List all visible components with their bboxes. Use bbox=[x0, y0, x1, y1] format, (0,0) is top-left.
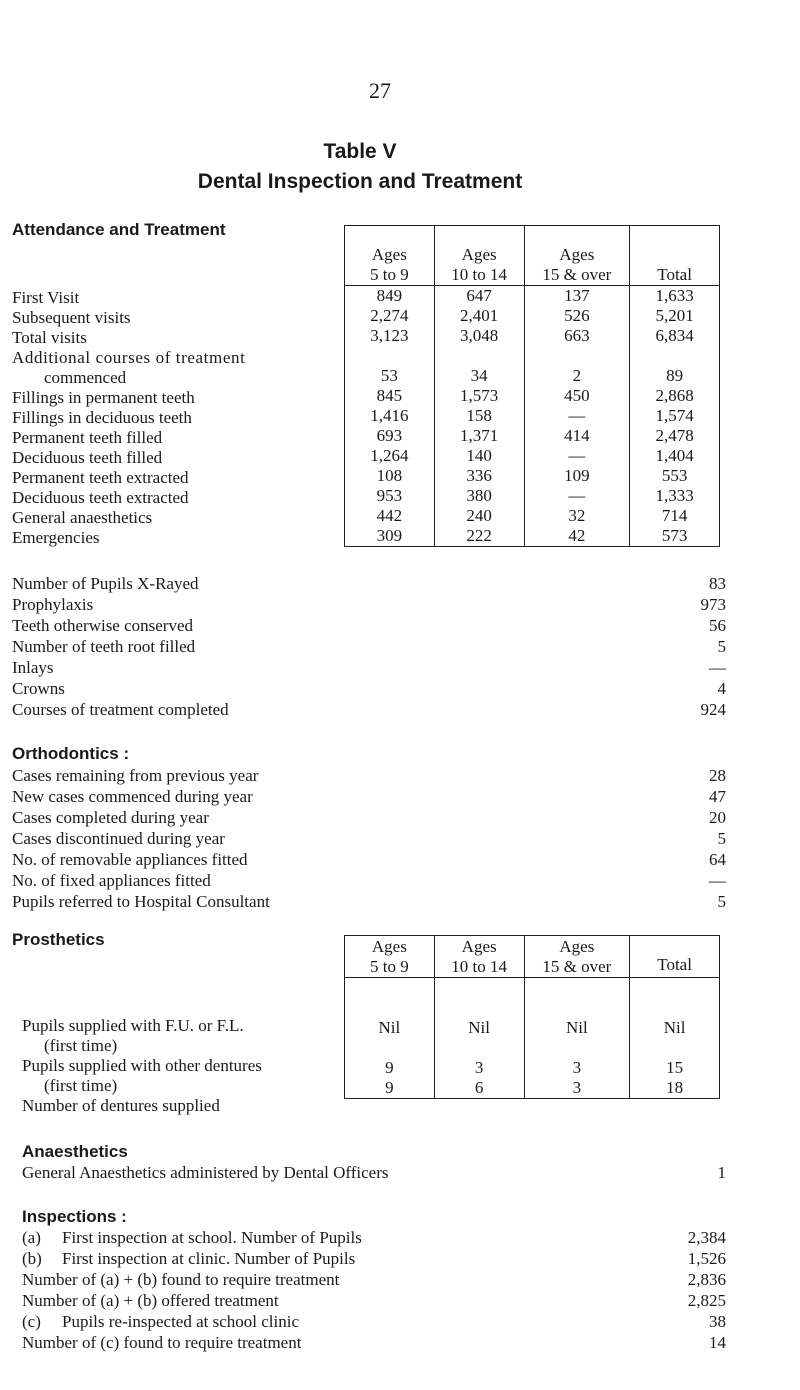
table-cell: 1,573 bbox=[434, 386, 524, 406]
list-item: No. of fixed appliances fitted — bbox=[12, 871, 726, 890]
prosthetics-heading: Prosthetics bbox=[12, 930, 105, 949]
prosthetics-table bbox=[344, 935, 720, 1099]
table-cell: Nil bbox=[345, 978, 435, 1038]
table-cell: 1,574 bbox=[630, 406, 720, 426]
row-label: Fillings in permanent teeth bbox=[12, 388, 195, 407]
table-subtitle: Dental Inspection and Treatment bbox=[197, 170, 523, 193]
table-cell: 953 bbox=[345, 486, 435, 506]
column-header: Ages 5 to 9 bbox=[345, 936, 435, 978]
table-cell: 1,416 bbox=[345, 406, 435, 426]
table-cell: 693 bbox=[345, 426, 435, 446]
table-cell: 663 bbox=[524, 326, 630, 346]
column-header: Ages 15 & over bbox=[524, 226, 630, 286]
table-cell: 3 bbox=[524, 1078, 630, 1099]
row-label-continued: (first time) bbox=[44, 1036, 118, 1055]
list-item: No. of removable appliances fitted 64 bbox=[12, 850, 726, 869]
table-cell: 9 bbox=[345, 1078, 435, 1099]
table-cell: 3 bbox=[524, 1038, 630, 1078]
column-header: Ages 10 to 14 bbox=[434, 226, 524, 286]
list-item: (a) First inspection at school. Number of Pupils 2,384 bbox=[22, 1228, 726, 1247]
table-cell: 5,201 bbox=[630, 306, 720, 326]
list-item: Number of teeth root filled 5 bbox=[12, 637, 726, 656]
table-cell: 108 bbox=[345, 466, 435, 486]
list-item: (b) First inspection at clinic. Number of Pupils 1,526 bbox=[22, 1249, 726, 1268]
table-cell: 845 bbox=[345, 386, 435, 406]
table-cell: Nil bbox=[434, 978, 524, 1038]
table-cell: Nil bbox=[524, 978, 630, 1038]
list-item: Inlays — bbox=[12, 658, 726, 677]
row-label: First Visit bbox=[12, 288, 80, 307]
table-cell: 526 bbox=[524, 306, 630, 326]
table-title: Table V bbox=[323, 140, 397, 163]
page-number: 27 bbox=[369, 78, 391, 103]
row-label-continued: (first time) bbox=[44, 1076, 118, 1095]
table-cell: 380 bbox=[434, 486, 524, 506]
table-cell: 9 bbox=[345, 1038, 435, 1078]
list-item: General Anaesthetics administered by Dental Officers 1 bbox=[22, 1163, 726, 1182]
table-cell: 18 bbox=[630, 1078, 720, 1099]
row-label: Emergencies bbox=[12, 528, 100, 547]
table-cell: 222 bbox=[434, 526, 524, 547]
list-item: Pupils referred to Hospital Consultant 5 bbox=[12, 892, 726, 911]
list-item: Number of (c) found to require treatment 14 bbox=[22, 1333, 726, 1352]
table-cell: 109 bbox=[524, 466, 630, 486]
table-cell: 714 bbox=[630, 506, 720, 526]
table-cell: 1,333 bbox=[630, 486, 720, 506]
row-label: Permanent teeth filled bbox=[12, 428, 163, 447]
row-label: Pupils supplied with other dentures bbox=[22, 1056, 262, 1075]
table-cell: 3 bbox=[434, 1038, 524, 1078]
column-header: Ages 10 to 14 bbox=[434, 936, 524, 978]
table-cell: — bbox=[524, 406, 630, 426]
inspections-heading: Inspections : bbox=[22, 1207, 127, 1226]
table-cell: 414 bbox=[524, 426, 630, 446]
table-cell: 553 bbox=[630, 466, 720, 486]
list-item: (c) Pupils re-inspected at school clinic 38 bbox=[22, 1312, 726, 1331]
list-item: Teeth otherwise conserved 56 bbox=[12, 616, 726, 635]
table-cell: 6 bbox=[434, 1078, 524, 1099]
table-cell: 1,371 bbox=[434, 426, 524, 446]
row-label: Permanent teeth extracted bbox=[12, 468, 189, 487]
column-header: Total bbox=[630, 226, 720, 286]
table-cell: 442 bbox=[345, 506, 435, 526]
list-item: Crowns 4 bbox=[12, 679, 726, 698]
list-item: Cases remaining from previous year 28 bbox=[12, 766, 726, 785]
table-cell: 336 bbox=[434, 466, 524, 486]
list-item: Cases completed during year 20 bbox=[12, 808, 726, 827]
table-cell: 450 bbox=[524, 386, 630, 406]
table-cell: 6,834 bbox=[630, 326, 720, 346]
list-item: New cases commenced during year 47 bbox=[12, 787, 726, 806]
table-cell: 1,633 bbox=[630, 286, 720, 307]
table-cell: — bbox=[524, 446, 630, 466]
row-label: Fillings in deciduous teeth bbox=[12, 408, 192, 427]
table-cell: 2,274 bbox=[345, 306, 435, 326]
table-cell: 2,401 bbox=[434, 306, 524, 326]
row-label: Additional courses of treatment bbox=[12, 348, 246, 367]
list-item: Number of (a) + (b) found to require treatment 2,836 bbox=[22, 1270, 726, 1289]
list-item: Courses of treatment completed 924 bbox=[12, 700, 726, 719]
list-item: Prophylaxis 973 bbox=[12, 595, 726, 614]
column-header: Ages 15 & over bbox=[524, 936, 630, 978]
table-cell: 89 bbox=[630, 346, 720, 386]
table-cell: 1,264 bbox=[345, 446, 435, 466]
table-cell: — bbox=[524, 486, 630, 506]
row-label-continued: commenced bbox=[44, 368, 127, 387]
table-cell: 32 bbox=[524, 506, 630, 526]
table-cell: 573 bbox=[630, 526, 720, 547]
table-cell: 849 bbox=[345, 286, 435, 307]
list-item: Number of Pupils X-Rayed 83 bbox=[12, 574, 726, 593]
column-header: Ages 5 to 9 bbox=[345, 226, 435, 286]
table-cell: 158 bbox=[434, 406, 524, 426]
row-label: Deciduous teeth extracted bbox=[12, 488, 189, 507]
column-header: Total bbox=[630, 936, 720, 978]
list-item: Number of (a) + (b) offered treatment 2,825 bbox=[22, 1291, 726, 1310]
table-cell: 309 bbox=[345, 526, 435, 547]
anaesthetics-heading: Anaesthetics bbox=[22, 1142, 128, 1161]
row-label: Subsequent visits bbox=[12, 308, 131, 327]
attendance-heading: Attendance and Treatment bbox=[12, 220, 226, 239]
table-cell: 2 bbox=[524, 346, 630, 386]
table-cell: 3,048 bbox=[434, 326, 524, 346]
table-cell: 2,868 bbox=[630, 386, 720, 406]
row-label: General anaesthetics bbox=[12, 508, 153, 527]
table-cell: 2,478 bbox=[630, 426, 720, 446]
table-cell: 42 bbox=[524, 526, 630, 547]
table-cell: 3,123 bbox=[345, 326, 435, 346]
list-item: Cases discontinued during year 5 bbox=[12, 829, 726, 848]
table-cell: Nil bbox=[630, 978, 720, 1038]
row-label: Pupils supplied with F.U. or F.L. bbox=[22, 1016, 244, 1035]
row-label: Deciduous teeth filled bbox=[12, 448, 163, 467]
table-cell: 34 bbox=[434, 346, 524, 386]
table-cell: 53 bbox=[345, 346, 435, 386]
table-cell: 1,404 bbox=[630, 446, 720, 466]
table-cell: 240 bbox=[434, 506, 524, 526]
attendance-table bbox=[344, 225, 720, 547]
row-label: Total visits bbox=[12, 328, 87, 347]
row-label: Number of dentures supplied bbox=[22, 1096, 220, 1115]
table-cell: 15 bbox=[630, 1038, 720, 1078]
table-cell: 647 bbox=[434, 286, 524, 307]
table-cell: 137 bbox=[524, 286, 630, 307]
orthodontics-heading: Orthodontics : bbox=[12, 744, 130, 763]
table-cell: 140 bbox=[434, 446, 524, 466]
